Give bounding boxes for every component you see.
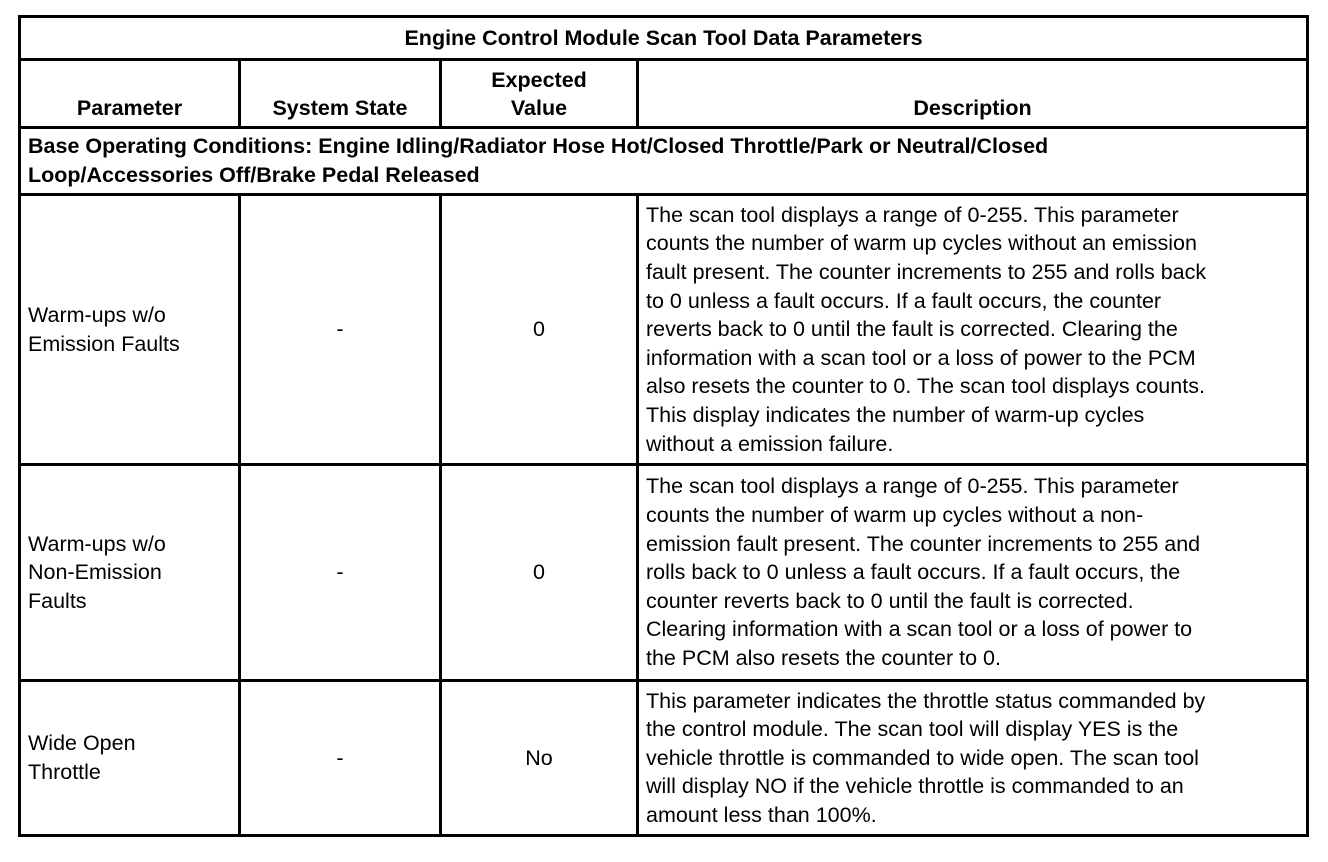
parameter-name: Wide Open Throttle [20,681,240,836]
description-text: The scan tool displays a range of 0-255. This parameter counts the number of warm up cycles without a non- emission fault present. The counter increments to 255 and rolls back to 0 unless a fault occurs. If a fault occurs, the counter reverts back to 0 until the fault is corrected. Clearing information with a scan tool or a loss of power to the PCM also resets the counter to 0. [638,465,1308,681]
table-row [20,195,1308,465]
system-state-value: - [240,465,441,681]
header-parameter: Parameter [20,60,240,128]
expected-value: No [441,681,638,836]
system-state-value: - [240,195,441,465]
parameter-name: Warm-ups w/o Non-Emission Faults [20,465,240,681]
description-text: This parameter indicates the throttle status commanded by the control module. The scan tool will display YES is the vehicle throttle is commanded to wide open. The scan tool will display NO if the vehicle throttle is commanded to an amount less than 100%. [638,681,1308,836]
table-row [20,465,1308,681]
description-text: The scan tool displays a range of 0-255. This parameter counts the number of warm up cycles without an emission fault present. The counter increments to 255 and rolls back to 0 unless a fault occurs. If a fault occurs, the counter reverts back to 0 until the fault is corrected. Clearing the information with a scan tool or a loss of power to the PCM also resets the counter to 0. The scan tool displays counts. This display indicates the number of warm-up cycles without a emission failure. [638,195,1308,465]
header-system-state: System State [240,60,441,128]
table-title: Engine Control Module Scan Tool Data Parameters [20,17,1308,60]
table-row [20,681,1308,836]
header-description: Description [638,60,1308,128]
scan-tool-data-table [18,15,1309,837]
header-expected-value: Expected Value [441,60,638,128]
base-operating-conditions: Base Operating Conditions: Engine Idling/Radiator Hose Hot/Closed Throttle/Park or Neutral/Closed Loop/Accessories Off/Brake Pedal Released [20,128,1308,195]
section-row [20,128,1308,195]
header-row [20,60,1308,128]
expected-value: 0 [441,195,638,465]
system-state-value: - [240,681,441,836]
expected-value: 0 [441,465,638,681]
parameter-name: Warm-ups w/o Emission Faults [20,195,240,465]
title-row [20,17,1308,60]
